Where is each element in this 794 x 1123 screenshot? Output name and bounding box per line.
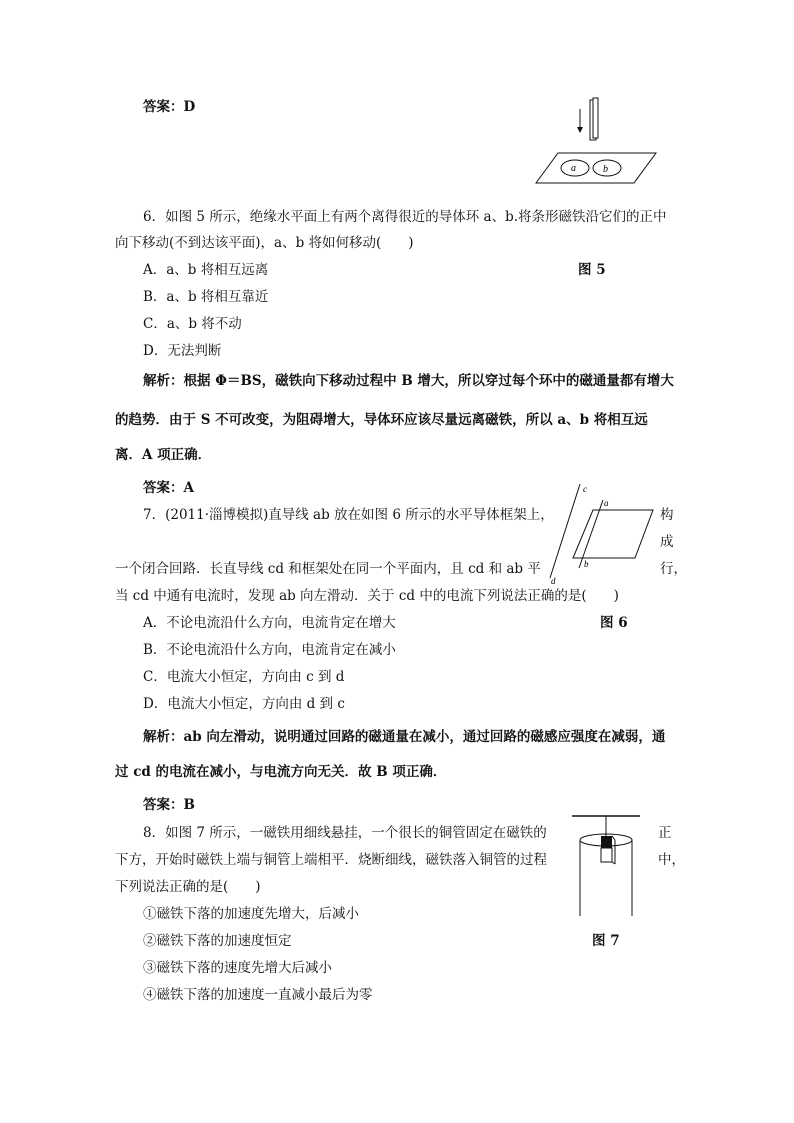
q7-figure-caption: 图 6 bbox=[600, 615, 628, 631]
label-b: b bbox=[584, 559, 589, 569]
q7-option-c: C．电流大小恒定，方向由 c 到 d bbox=[143, 669, 345, 685]
q6-analysis-line-1: 解析：根据 Φ＝BS，磁铁向下移动过程中 B 增大，所以穿过每个环中的磁通量都有增大 bbox=[143, 373, 674, 389]
q7-stem-line-1: 7．(2011·淄博模拟)直导线 ab 放在如图 6 所示的水平导体框架上， bbox=[143, 507, 554, 523]
label-c: c bbox=[583, 484, 587, 494]
q7-analysis-line-2: 过 cd 的电流在减小，与电流方向无关．故 B 项正确． bbox=[115, 764, 447, 780]
q7-analysis-line-1: 解析：ab 向左滑动，说明通过回路的磁通量在减小，通过回路的磁感应强度在减弱，通 bbox=[143, 729, 666, 745]
q6-option-d: D．无法判断 bbox=[143, 343, 222, 359]
q8-option-4: ④磁铁下落的加速度一直减小最后为零 bbox=[143, 987, 373, 1003]
q6-stem-line-2: 向下移动(不到达该平面)，a、b 将如何移动( ) bbox=[115, 235, 414, 251]
figure-7-diagram bbox=[568, 810, 648, 920]
q6-figure-caption: 图 5 bbox=[578, 262, 606, 278]
label-a: a bbox=[604, 498, 609, 508]
q7-option-a: A．不论电流沿什么方向，电流肯定在增大 bbox=[143, 615, 396, 631]
q7-stem-right-3: 行， bbox=[660, 561, 687, 577]
q7-stem-line-3: 当 cd 中通有电流时，发现 ab 向左滑动．关于 cd 中的电流下列说法正确的是( ) bbox=[115, 588, 619, 604]
wire-cd bbox=[550, 484, 580, 578]
q8-stem-line-3: 下列说法正确的是( ) bbox=[115, 879, 261, 895]
q7-stem-line-2: 一个闭合回路．长直导线 cd 和框架处在同一个平面内，且 cd 和 ab 平 bbox=[115, 561, 541, 577]
label-d: d bbox=[551, 576, 556, 586]
q6-option-b: B．a、b 将相互靠近 bbox=[143, 289, 269, 305]
down-arrow bbox=[577, 109, 583, 133]
q6-analysis-line-2: 的趋势．由于 S 不可改变，为阻碍增大，导体环应该尽量远离磁铁，所以 a、b 将相互远 bbox=[115, 412, 648, 428]
ring-b-label: b bbox=[603, 164, 608, 175]
q8-option-2: ②磁铁下落的加速度恒定 bbox=[143, 933, 292, 949]
horizontal-plane bbox=[536, 153, 656, 183]
figure-5-diagram bbox=[530, 95, 670, 190]
q6-stem-line-1: 6．如图 5 所示，绝缘水平面上有两个离得很近的导体环 a、b.将条形磁铁沿它们的正中 bbox=[143, 209, 667, 225]
ring-a-label: a bbox=[571, 163, 576, 174]
q7-stem-right-2: 成 bbox=[660, 534, 674, 550]
bar-magnet bbox=[590, 98, 598, 140]
q6-analysis-line-3: 离．A 项正确． bbox=[115, 447, 212, 463]
q6-option-c: C．a、b 将不动 bbox=[143, 316, 242, 332]
q8-stem-right-2: 中， bbox=[658, 852, 685, 868]
q7-option-b: B．不论电流沿什么方向，电流肯定在减小 bbox=[143, 642, 396, 658]
q8-stem-line-2: 下方，开始时磁铁上端与铜管上端相平．烧断细线，磁铁落入铜管的过程 bbox=[115, 852, 547, 868]
q8-stem-right-1: 正 bbox=[658, 825, 672, 841]
q7-option-d: D．电流大小恒定，方向由 d 到 c bbox=[143, 696, 345, 712]
q5-answer: 答案：D bbox=[143, 99, 196, 115]
q6-option-a: A．a、b 将相互远离 bbox=[143, 262, 269, 278]
q7-stem-right-1: 构 bbox=[660, 507, 674, 523]
q7-answer: 答案：B bbox=[143, 797, 195, 813]
q6-answer: 答案：A bbox=[143, 480, 194, 496]
q8-figure-caption: 图 7 bbox=[592, 933, 620, 949]
magnet bbox=[601, 836, 615, 864]
q8-stem-line-1: 8．如图 7 所示，一磁铁用细线悬挂，一个很长的铜管固定在磁铁的 bbox=[143, 825, 547, 841]
figure-6-diagram bbox=[545, 480, 655, 585]
q8-option-3: ③磁铁下落的速度先增大后减小 bbox=[143, 960, 332, 976]
q8-option-1: ①磁铁下落的加速度先增大，后减小 bbox=[143, 906, 359, 922]
